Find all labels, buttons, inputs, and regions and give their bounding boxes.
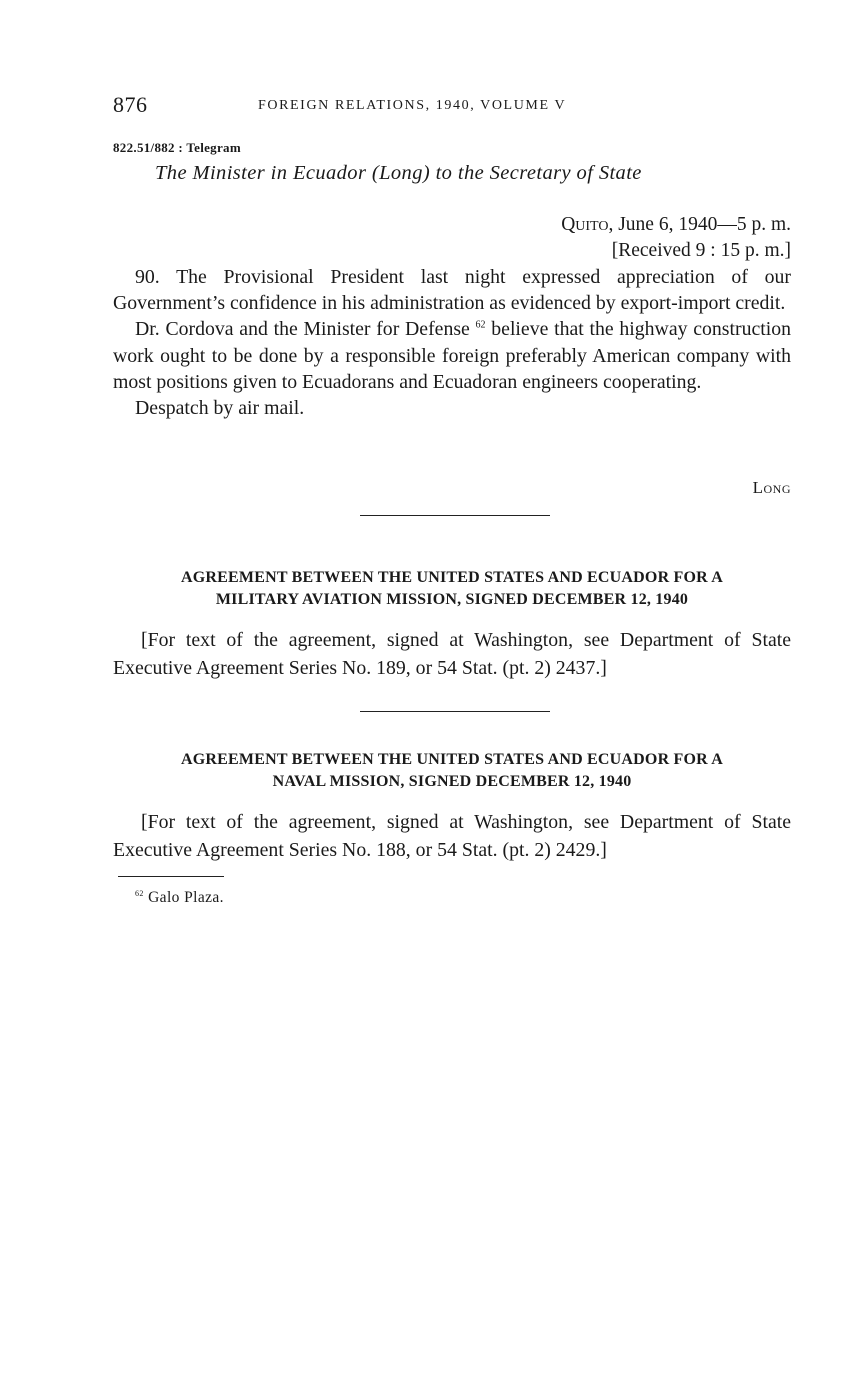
paragraph-2 xyxy=(113,316,791,395)
dateline-date: , June 6, 1940—5 p. m. xyxy=(608,214,791,235)
footnote-text: Galo Plaza. xyxy=(148,889,224,907)
section-note-text: [For text of the agreement, signed at Washington, see Department of State Executive Agreement Series No. 188, or 54 Stat. (pt. 2) 2429.] xyxy=(113,811,791,861)
section-title-line: AGREEMENT BETWEEN THE UNITED STATES AND ECUADOR FOR A xyxy=(181,751,723,768)
paragraph-2-end: believe that the highway construction work ought to be done by a responsible foreign preferably American company with most positions given to Ecuadorans and Ecuadoran engineers cooperating. xyxy=(113,318,792,393)
file-reference: 822.51/882 : Telegram xyxy=(113,140,241,155)
section-title-line: AGREEMENT BETWEEN THE UNITED STATES AND ECUADOR FOR A xyxy=(181,569,723,586)
section-title-aviation xyxy=(113,567,791,611)
running-title: FOREIGN RELATIONS, 1940, VOLUME V xyxy=(258,98,567,113)
footnote xyxy=(135,889,224,907)
dateline-place-date xyxy=(561,212,791,238)
section-title-line: MILITARY AVIATION MISSION, SIGNED DECEMBER 12, 1940 xyxy=(215,591,689,608)
section-title-naval xyxy=(113,749,791,793)
section-divider xyxy=(360,711,550,712)
paragraph-2-start: Dr. Cordova and the Minister for Defense xyxy=(135,318,476,341)
footnote-divider xyxy=(118,876,224,877)
paragraph-1: 90. The Provisional President last night expressed appreciation of our Government’s confidence in his administration as evidenced by export-import credit. xyxy=(113,266,791,315)
dateline-place: Quito xyxy=(561,214,609,235)
dateline xyxy=(561,212,791,264)
footnote-reference[interactable]: 62 xyxy=(475,319,486,331)
section-divider xyxy=(360,515,550,516)
page-number: 876 xyxy=(113,92,148,117)
running-head xyxy=(113,92,791,122)
section-note-text: [For text of the agreement, signed at Washington, see Department of State Executive Agreement Series No. 189, or 54 Stat. (pt. 2) 2437.] xyxy=(113,629,791,679)
section-note-aviation xyxy=(113,626,791,682)
received-time: [Received 9 : 15 p. m.] xyxy=(611,240,791,261)
signature: Long xyxy=(752,478,791,497)
section-note-naval xyxy=(113,808,791,864)
paragraph-3: Despatch by air mail. xyxy=(135,397,305,420)
document-heading: The Minister in Ecuador (Long) to the Secretary of State xyxy=(155,162,642,184)
telegram-body xyxy=(113,264,791,421)
footnote-number: 62 xyxy=(135,889,144,898)
section-title-line: NAVAL MISSION, SIGNED DECEMBER 12, 1940 xyxy=(272,773,632,790)
